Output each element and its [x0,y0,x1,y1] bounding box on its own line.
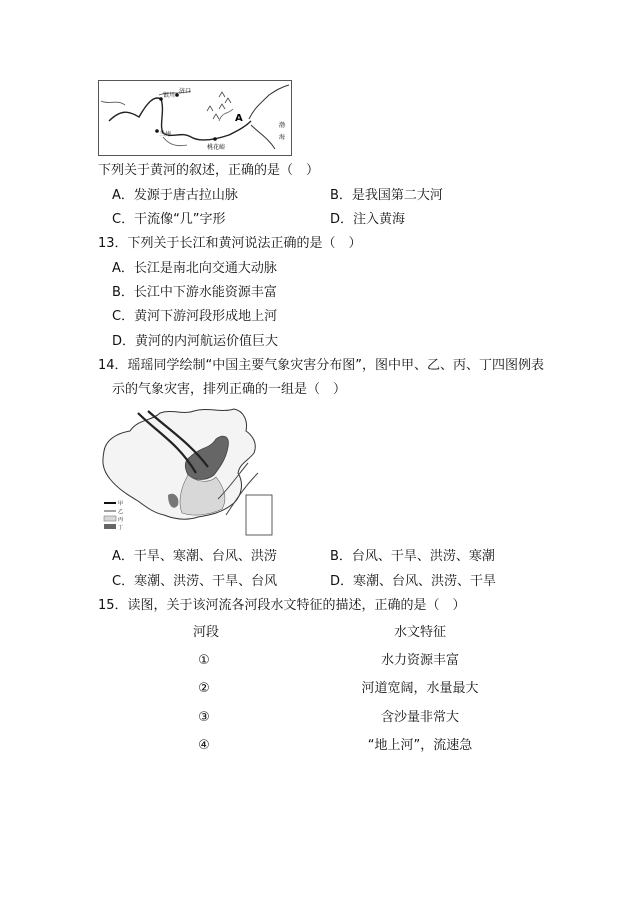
label-yinchuan: 银川 [163,92,176,99]
china-disaster-map [98,403,274,539]
q12-option-b[interactable]: B．是我国第二大河 [330,188,443,203]
table-header-feature: 水文特征 [393,625,446,640]
legend-yi: 乙 [118,509,124,515]
yellow-river-map-svg [99,81,291,155]
table-header-section: 河段 [192,625,219,640]
q13-stem: 13．下列关于长江和黄河说法正确的是（ ） [98,236,362,251]
label-bo: 渤 [279,122,286,129]
q14-stem-line1: 14．瑶瑶同学绘制“中国主要气象灾害分布图”，图中甲、乙、丙、丁四图例表 [98,358,545,373]
table-row-3-section: ③ [198,710,210,725]
table-row-3-feature: 含沙量非常大 [380,710,459,725]
table-row-4-section: ④ [198,738,210,753]
china-disaster-map-svg [98,403,274,539]
mountain-symbols [207,92,231,119]
table-row-2-feature: 河道宽阔，水量最大 [361,681,479,696]
yellow-river-line [109,98,251,140]
q12-stem: 下列关于黄河的叙述，正确的是（ ） [98,163,320,178]
q13-option-d[interactable]: D．黄河的内河航运价值巨大 [112,334,279,349]
q14-option-c[interactable]: C．寒潮、洪涝、干旱、台风 [112,574,278,589]
q12-option-d[interactable]: D．注入黄海 [330,212,406,227]
legend-bing: 丙 [118,517,124,523]
q14-stem-line2: 示的气象灾害，排列正确的一组是（ ） [112,382,347,397]
label-taohuayu: 桃花峪 [207,144,226,151]
table-row-1-feature: 水力资源丰富 [380,653,459,668]
q13-option-c[interactable]: C．黄河下游河段形成地上河 [112,309,278,324]
q13-option-b[interactable]: B．长江中下游水能资源丰富 [112,285,277,300]
q13-option-a[interactable]: A．长江是南北向交通大动脉 [112,261,277,276]
q15-stem: 15．读图，关于该河流各河段水文特征的描述，正确的是（ ） [98,598,466,613]
label-jikou: 济口 [179,88,192,95]
q14-option-a[interactable]: A．干旱、寒潮、台风、洪涝 [112,549,277,564]
china-outline [103,409,255,519]
table-row-1-section: ① [198,653,210,668]
taohuayu-point [213,137,217,141]
map-legend [104,500,123,531]
south-sea-inset [246,495,272,535]
region-bing [180,475,225,515]
table-row-4-feature: “地上河”，流速急 [367,738,473,753]
legend-jia: 甲 [118,501,124,507]
label-hai: 海 [279,134,286,141]
q12-option-a[interactable]: A．发源于唐古拉山脉 [112,188,238,203]
yellow-river-map [98,80,292,156]
label-lanzhou: 兰州 [159,131,172,138]
table-row-2-section: ② [198,681,210,696]
q14-option-b[interactable]: B．台风、干旱、洪涝、寒潮 [330,549,495,564]
legend-ding: 丁 [118,525,124,531]
q14-option-d[interactable]: D．寒潮、台风、洪涝、干旱 [330,574,497,589]
label-a: A [235,113,243,124]
q12-option-c[interactable]: C．干流像“几”字形 [112,212,226,227]
